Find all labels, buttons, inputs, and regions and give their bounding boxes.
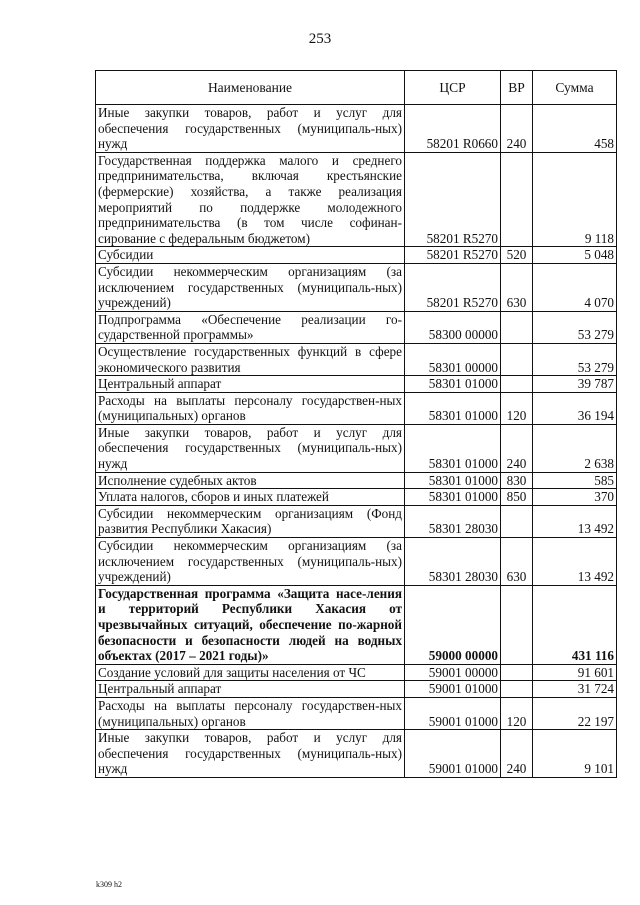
cell-name: Создание условий для защиты населения от ЧС <box>96 664 405 681</box>
cell-csr: 59001 01000 <box>405 697 501 729</box>
cell-csr: 59001 00000 <box>405 664 501 681</box>
cell-vr <box>501 311 533 343</box>
cell-sum: 2 638 <box>533 424 617 472</box>
cell-vr: 850 <box>501 489 533 506</box>
cell-sum: 36 194 <box>533 392 617 424</box>
table-row <box>96 697 617 729</box>
cell-csr: 58301 28030 <box>405 505 501 537</box>
header-vr: ВР <box>501 71 533 105</box>
cell-sum: 9 118 <box>533 152 617 247</box>
cell-vr <box>501 681 533 698</box>
cell-sum: 431 116 <box>533 585 617 664</box>
cell-sum: 39 787 <box>533 376 617 393</box>
cell-name: Субсидии некоммерческим организациям (за исключением государственных (муниципаль-ных) учреждений) <box>96 538 405 586</box>
cell-name: Государственная программа «Защита насе-ления и территорий Республики Хакасия от чрезвычайных ситуаций, обеспечение по-жарной безопасности и безопасности людей на водных объектах (2017 – 2021 годы)» <box>96 585 405 664</box>
cell-name: Уплата налогов, сборов и иных платежей <box>96 489 405 506</box>
table-row <box>96 472 617 489</box>
table-row <box>96 424 617 472</box>
header-sum: Сумма <box>533 71 617 105</box>
cell-name: Центральный аппарат <box>96 376 405 393</box>
cell-csr: 58301 28030 <box>405 538 501 586</box>
cell-csr: 58301 01000 <box>405 376 501 393</box>
cell-csr: 58201 R0660 <box>405 105 501 153</box>
cell-name: Иные закупки товаров, работ и услуг для обеспечения государственных (муниципаль-ных) нужд <box>96 730 405 778</box>
header-csr: ЦСР <box>405 71 501 105</box>
table-row <box>96 376 617 393</box>
cell-vr <box>501 664 533 681</box>
table-row <box>96 247 617 264</box>
cell-sum: 53 279 <box>533 343 617 375</box>
cell-csr: 58201 R5270 <box>405 152 501 247</box>
table-row <box>96 343 617 375</box>
table-row <box>96 263 617 311</box>
cell-csr: 59000 00000 <box>405 585 501 664</box>
cell-name: Исполнение судебных актов <box>96 472 405 489</box>
cell-vr: 630 <box>501 263 533 311</box>
header-name: Наименование <box>96 71 405 105</box>
cell-sum: 31 724 <box>533 681 617 698</box>
cell-name: Иные закупки товаров, работ и услуг для обеспечения государственных (муниципаль-ных) нужд <box>96 105 405 153</box>
cell-name: Субсидии некоммерческим организациям (Фонд развития Республики Хакасия) <box>96 505 405 537</box>
cell-csr: 58301 01000 <box>405 424 501 472</box>
cell-vr: 520 <box>501 247 533 264</box>
footer-code: k309 h2 <box>96 880 122 889</box>
cell-name: Центральный аппарат <box>96 681 405 698</box>
table-row <box>96 730 617 778</box>
cell-vr: 630 <box>501 538 533 586</box>
cell-name: Иные закупки товаров, работ и услуг для обеспечения государственных (муниципаль-ных) нужд <box>96 424 405 472</box>
cell-vr <box>501 505 533 537</box>
cell-name: Осуществление государственных функций в сфере экономического развития <box>96 343 405 375</box>
cell-sum: 458 <box>533 105 617 153</box>
cell-name: Субсидии некоммерческим организациям (за исключением государственных (муниципаль-ных) учреждений) <box>96 263 405 311</box>
cell-csr: 58301 01000 <box>405 472 501 489</box>
cell-vr: 830 <box>501 472 533 489</box>
cell-csr: 59001 01000 <box>405 681 501 698</box>
cell-sum: 370 <box>533 489 617 506</box>
cell-name: Расходы на выплаты персоналу государствен-ных (муниципальных) органов <box>96 697 405 729</box>
cell-sum: 13 492 <box>533 505 617 537</box>
cell-vr: 120 <box>501 697 533 729</box>
budget-table <box>95 70 617 778</box>
cell-csr: 58301 01000 <box>405 489 501 506</box>
cell-sum: 13 492 <box>533 538 617 586</box>
table-row <box>96 681 617 698</box>
cell-sum: 91 601 <box>533 664 617 681</box>
table-header-row <box>96 71 617 105</box>
cell-sum: 9 101 <box>533 730 617 778</box>
cell-vr <box>501 376 533 393</box>
table-row <box>96 538 617 586</box>
cell-vr: 120 <box>501 392 533 424</box>
cell-sum: 22 197 <box>533 697 617 729</box>
cell-sum: 53 279 <box>533 311 617 343</box>
cell-csr: 58201 R5270 <box>405 263 501 311</box>
table-row <box>96 152 617 247</box>
table-row <box>96 311 617 343</box>
table-row <box>96 505 617 537</box>
cell-csr: 58301 00000 <box>405 343 501 375</box>
page-number: 253 <box>308 31 332 47</box>
cell-vr: 240 <box>501 105 533 153</box>
cell-name: Подпрограмма «Обеспечение реализации го-сударственной программы» <box>96 311 405 343</box>
table-row <box>96 489 617 506</box>
cell-sum: 585 <box>533 472 617 489</box>
cell-name: Субсидии <box>96 247 405 264</box>
table-row <box>96 105 617 153</box>
cell-vr <box>501 585 533 664</box>
cell-csr: 58301 01000 <box>405 392 501 424</box>
cell-sum: 4 070 <box>533 263 617 311</box>
cell-vr: 240 <box>501 730 533 778</box>
cell-csr: 58300 00000 <box>405 311 501 343</box>
table-row <box>96 392 617 424</box>
table-row <box>96 585 617 664</box>
cell-csr: 58201 R5270 <box>405 247 501 264</box>
cell-vr: 240 <box>501 424 533 472</box>
cell-vr <box>501 343 533 375</box>
cell-csr: 59001 01000 <box>405 730 501 778</box>
cell-vr <box>501 152 533 247</box>
cell-name: Расходы на выплаты персоналу государствен-ных (муниципальных) органов <box>96 392 405 424</box>
table-row <box>96 664 617 681</box>
cell-name: Государственная поддержка малого и среднего предпринимательства, включая крестьянские (фермерские) хозяйства, а также реализация мероприятий по поддержке молодежного предпринимательства (в том числе софинан-сирование с федеральным бюджетом) <box>96 152 405 247</box>
cell-sum: 5 048 <box>533 247 617 264</box>
